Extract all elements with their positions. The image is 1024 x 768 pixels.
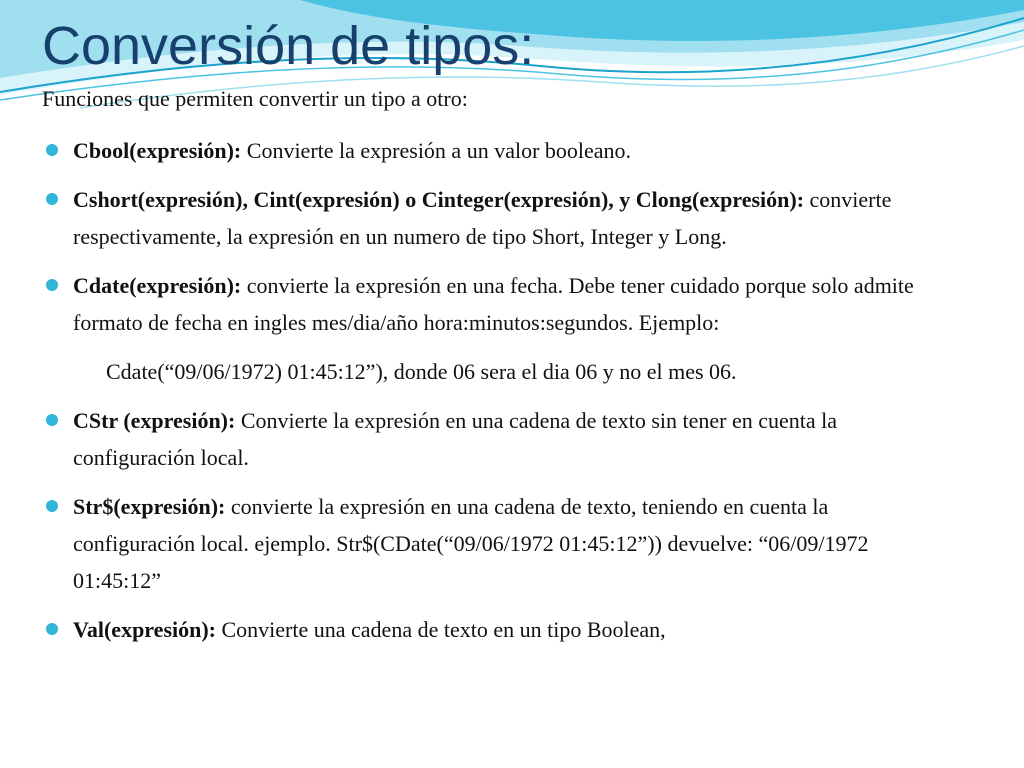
- bullet-text: Convierte la expresión en una cadena de texto sin tener en cuenta la configuración local.: [73, 408, 838, 470]
- bullet-cbool: [0, 132, 943, 169]
- bullet-term: CStr (expresión):: [73, 408, 236, 433]
- bullet-str: [0, 488, 943, 599]
- bullet-dot-icon: [46, 623, 58, 635]
- bullet-text: Convierte una cadena de texto en un tipo Boolean,: [216, 617, 666, 642]
- bullet-list: [0, 132, 1024, 660]
- bullet-cdate: [0, 267, 943, 390]
- bullet-text: Convierte la expresión a un valor booleano.: [241, 138, 632, 163]
- bullet-dot-icon: [46, 500, 58, 512]
- bullet-term: Cshort(expresión), Cint(expresión) o Cinteger(expresión), y Clong(expresión):: [73, 187, 805, 212]
- slide-title: Conversión de tipos:: [42, 16, 535, 76]
- bullet-text: convierte respectivamente, la expresión en un numero de tipo Short, Integer y Long.: [73, 187, 892, 249]
- bullet-cstr: [0, 402, 943, 476]
- bullet-term: Cbool(expresión):: [73, 138, 242, 163]
- bullet-cshort-cint-clong: [0, 181, 943, 255]
- bullet-dot-icon: [46, 193, 58, 205]
- bullet-text: convierte la expresión en una cadena de texto, teniendo en cuenta la configuración local. ejemplo. Str$(CDate(“09/06/1972 01:45:12”)) devuelve: “06/09/1972 01:45:12”: [73, 494, 869, 593]
- slide-intro: Funciones que permiten convertir un tipo a otro:: [42, 86, 468, 111]
- bullet-term: Val(expresión):: [73, 617, 216, 642]
- bullet-val: [0, 611, 943, 648]
- bullet-dot-icon: [46, 144, 58, 156]
- bullet-term: Cdate(expresión):: [73, 273, 242, 298]
- bullet-dot-icon: [46, 279, 58, 291]
- bullet-dot-icon: [46, 414, 58, 426]
- cdate-example: Cdate(“09/06/1972) 01:45:12”), donde 06 sera el dia 06 y no el mes 06.: [106, 359, 737, 384]
- bullet-term: Str$(expresión):: [73, 494, 226, 519]
- bullet-text: convierte la expresión en una fecha. Debe tener cuidado porque solo admite formato de fecha en ingles mes/dia/año hora:minutos:segundos. Ejemplo:: [73, 273, 914, 335]
